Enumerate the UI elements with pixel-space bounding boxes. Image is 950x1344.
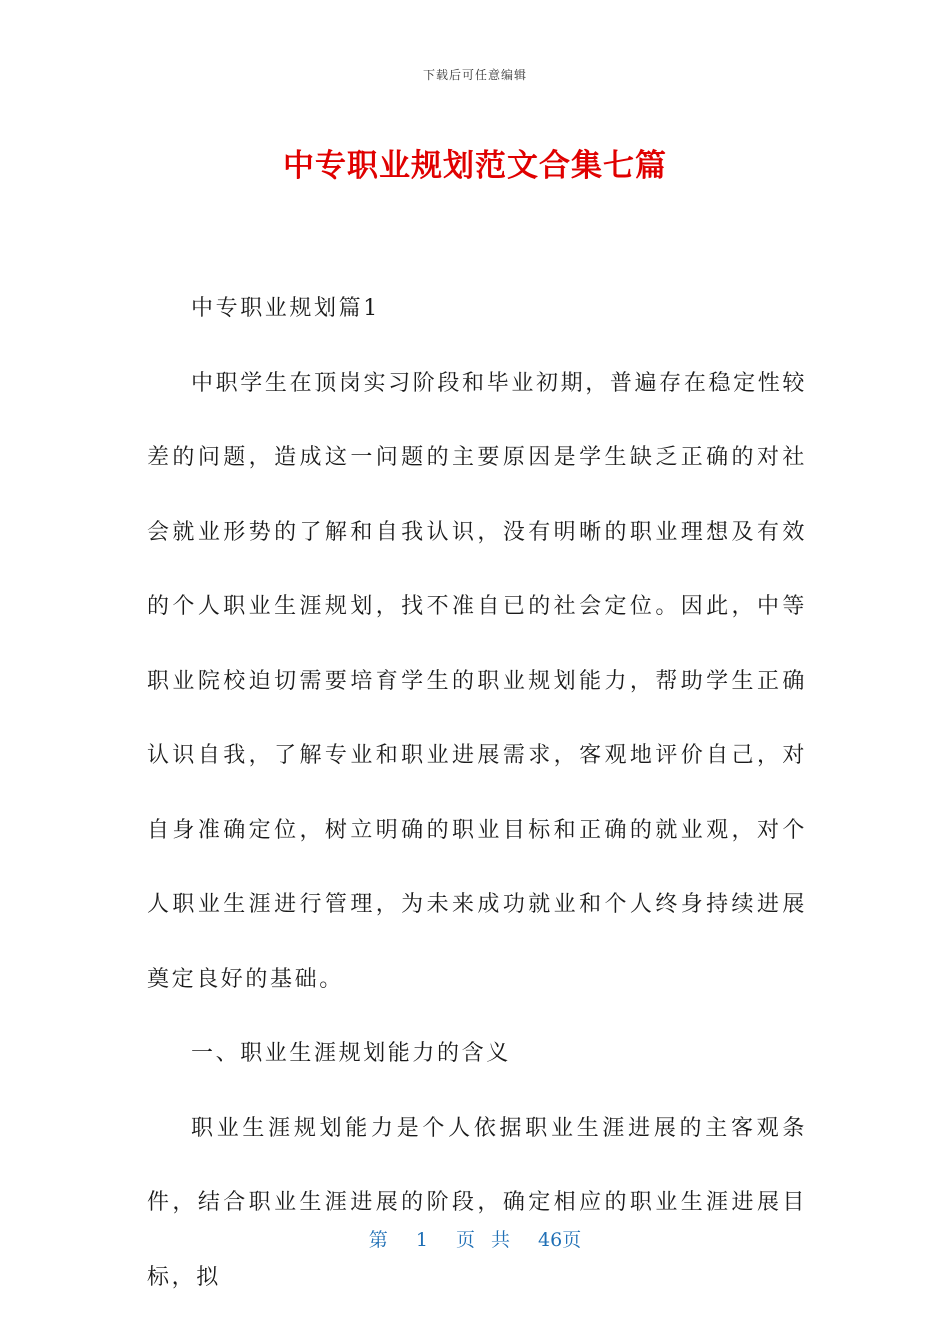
document-body [147, 272, 807, 1315]
page-footer [0, 1225, 950, 1252]
document-title: 中专职业规划范文合集七篇 [283, 148, 667, 184]
subsection-heading: 一、职业生涯规划能力的含义 [191, 1041, 511, 1066]
section-heading: 中专职业规划篇1 [191, 296, 380, 321]
footer-total-pages: 46页 [538, 1229, 582, 1251]
footer-current-page: 1 [415, 1229, 428, 1251]
body-paragraph: 职业生涯规划能力是个人依据职业生涯进展的主客观条件，结合职业生涯进展的阶段，确定相应的职业生涯进展目标，拟 [147, 1115, 807, 1290]
footer-prefix: 第 [368, 1229, 388, 1251]
body-paragraph: 中职学生在顶岗实习阶段和毕业初期，普遍存在稳定性较差的问题，造成这一问题的主要原因是学生缺乏正确的对社会就业形势的了解和自我认识，没有明晰的职业理想及有效的个人职业生涯规划，找不准自已的社会定位。因此，中等职业院校迫切需要培育学生的职业规划能力，帮助学生正确认识自我，了解专业和职业进展需求，客观地评价自己，对自身准确定位，树立明确的职业目标和正确的就业观，对个人职业生涯进行管理，为未来成功就业和个人终身持续进展奠定良好的基础。 [147, 370, 807, 992]
footer-mid: 页 共 [455, 1229, 510, 1251]
header-note: 下载后可任意编辑 [422, 68, 527, 82]
